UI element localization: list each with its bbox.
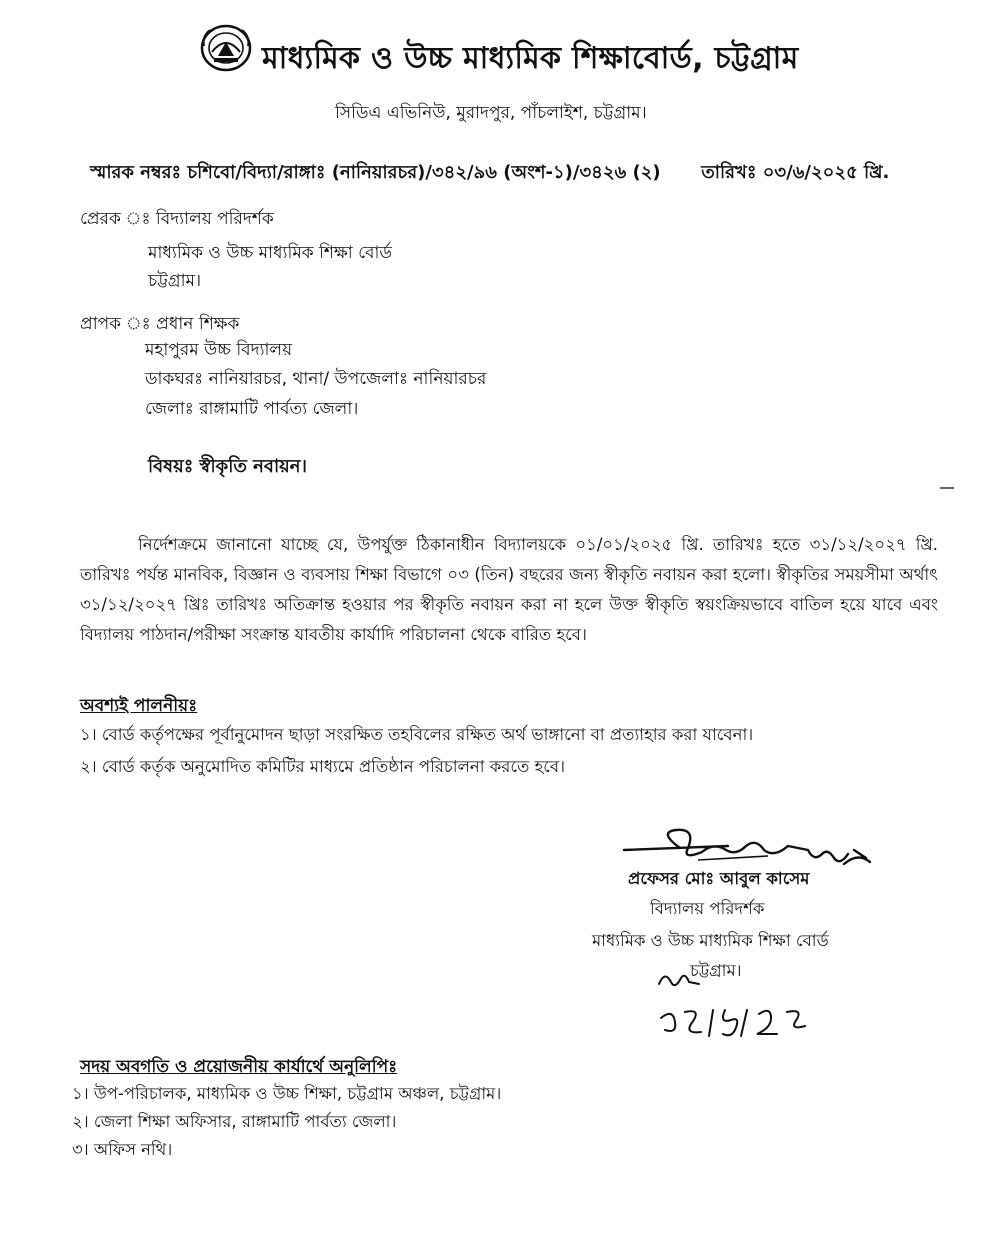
recipient-line-2: মহাপুরম উচ্চ বিদ্যালয় xyxy=(145,340,293,360)
board-name-heading: মাধ্যমিক ও উচ্চ মাধ্যমিক শিক্ষাবোর্ড, চট্টগ্রাম xyxy=(262,41,799,76)
recipient-line-1: প্রাপক ঃ প্রধান শিক্ষক xyxy=(80,314,240,334)
memo-reference-line xyxy=(90,158,889,189)
scan-speck-icon xyxy=(940,486,954,490)
must-follow-item: ১। বোর্ড কর্তৃপক্ষের পূর্বানুমোদন ছাড়া সংরক্ষিত তহবিলের রক্ষিত অর্থ ভাঙ্গানো বা প্রত্যাহার করা যাবেনা। xyxy=(80,725,754,744)
copy-recipient-item: ২। জেলা শিক্ষা অফিসার, রাঙ্গামাটি পার্বত্য জেলা। xyxy=(72,1112,397,1131)
signatory-city: চট্টগ্রাম। xyxy=(690,961,742,980)
letter-body-paragraph: নির্দেশক্রমে জানানো যাচ্ছে যে, উপর্যুক্ত ঠিকানাধীন বিদ্যালয়কে ০১/০১/২০২৫ খ্রি. তারিখঃ হতে ৩১/১২/২০২৭ খ্রি. তারিখঃ পর্যন্ত মানবিক, বিজ্ঞান ও ব্যবসায় শিক্ষা বিভাগে ০৩ (তিন) বছরের জন্য স্বীকৃতি নবায়ন করা হলো। স্বীকৃতির সময়সীমা অর্থাৎ ৩১/১২/২০২৭ খ্রিঃ তারিখঃ অতিক্রান্ত হওয়ার পর স্বীকৃতি নবায়ন করা না হলে উক্ত স্বীকৃতি স্বয়ংক্রিয়ভাবে বাতিল হয়ে যাবে এবং বিদ্যালয় পাঠদান/পরীক্ষা সংক্রান্ত যাবতীয় কার্যাদি পরিচালনা থেকে বারিত হবে। xyxy=(80,535,938,644)
signatory-board: মাধ্যমিক ও উচ্চ মাধ্যমিক শিক্ষা বোর্ড xyxy=(592,931,829,950)
must-follow-item: ২। বোর্ড কর্তৃক অনুমোদিত কমিটির মাধ্যমে প্রতিষ্ঠান পরিচালনা করতে হবে। xyxy=(80,757,566,776)
recipient-line-3: ডাকঘরঃ নানিয়ারচর, থানা/ উপজেলাঃ নানিয়ারচর xyxy=(145,369,487,389)
memo-reference-number: স্মারক নম্বরঃ চশিবো/বিদ্যা/রাঙ্গাঃ (নানিয়ারচর)/৩৪২/৯৬ (অংশ-১)/৩৪২৬ (২) xyxy=(90,162,661,183)
copy-recipient-item: ৩। অফিস নথি। xyxy=(72,1140,173,1159)
memo-date: তারিখঃ ০৩/৬/২০২৫ খ্রি. xyxy=(701,162,890,183)
board-address: সিডিএ এভিনিউ, মুরাদপুর, পাঁচলাইশ, চট্টগ্রাম। xyxy=(335,103,647,123)
copy-recipients-heading: সদয় অবগতি ও প্রয়োজনীয় কার্যার্থে অনুলিপিঃ xyxy=(80,1057,398,1077)
sender-line-2: মাধ্যমিক ও উচ্চ মাধ্যমিক শিক্ষা বোর্ড xyxy=(148,243,392,263)
sender-line-3: চট্টগ্রাম। xyxy=(148,271,202,291)
signatory-title: বিদ্যালয় পরিদর্শক xyxy=(650,899,765,918)
must-follow-heading: অবশ্যই পালনীয়ঃ xyxy=(80,696,198,716)
handwritten-initial-date-icon xyxy=(655,968,865,1048)
signatory-name: প্রফেসর মোঃ আবুল কাসেম xyxy=(628,869,810,888)
recipient-line-4: জেলাঃ রাঙ্গামাটি পার্বত্য জেলা। xyxy=(145,399,359,419)
copy-recipient-item: ১। উপ-পরিচালক, মাধ্যমিক ও উচ্চ শিক্ষা, চট্টগ্রাম অঞ্চল, চট্টগ্রাম। xyxy=(72,1084,502,1103)
board-seal-icon xyxy=(200,22,252,74)
letter-subject: বিষয়ঃ স্বীকৃতি নবায়ন। xyxy=(148,456,307,477)
sender-line-1: প্রেরক ঃ বিদ্যালয় পরিদর্শক xyxy=(80,209,274,229)
